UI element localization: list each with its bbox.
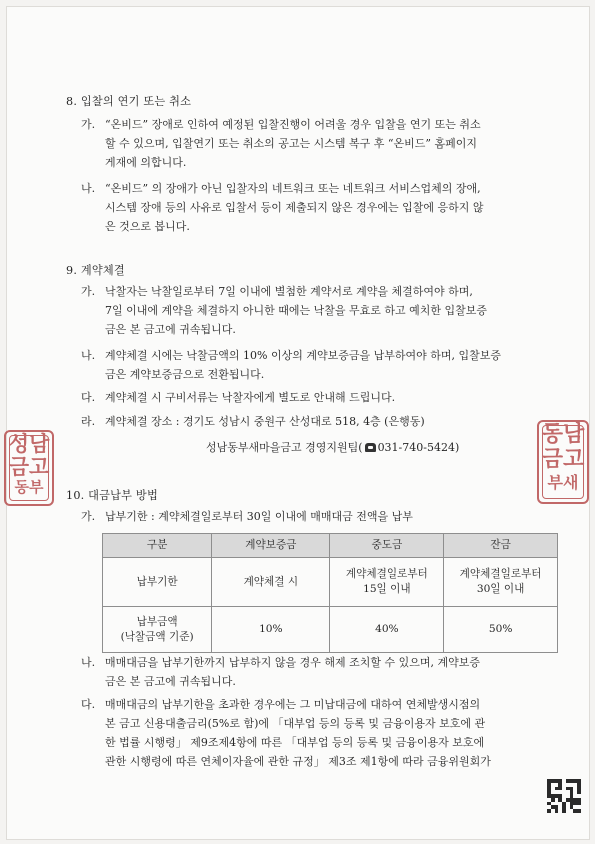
- item-text: 계약체결 장소 : 경기도 성남시 중원구 산성대로 518, 4층 (은행동): [105, 415, 425, 428]
- qr-code: [547, 779, 581, 813]
- table-header-cell: 잔금: [444, 534, 558, 558]
- table-cell: 10%: [212, 607, 330, 653]
- item-marker: 가.: [81, 285, 96, 298]
- table-cell: 40%: [330, 607, 444, 653]
- official-seal-right: 동남 금고 부새: [537, 420, 589, 504]
- item-marker: 가.: [81, 510, 96, 523]
- document-page: [6, 6, 590, 840]
- item-text: “온비드” 장애로 인하여 예정된 입찰진행이 어려울 경우 입찰을 연기 또는 취소 할 수 있으며, 입찰연기 또는 취소의 공고는 시스템 복구 후 “온비드” 홈페이지 게재에 의합니다.: [105, 118, 481, 169]
- phone-icon: [365, 443, 376, 452]
- table-cell: 50%: [444, 607, 558, 653]
- item-marker: 나.: [81, 349, 96, 362]
- contact-phone: 031-740-5424): [377, 441, 460, 454]
- item-marker: 라.: [81, 415, 96, 428]
- table-row: [103, 607, 558, 653]
- table-header-cell: 중도금: [330, 534, 444, 558]
- item-text: “온비드” 의 장애가 아닌 입찰자의 네트워크 또는 네트워크 서비스업체의 장애, 시스템 장애 등의 사유로 입찰서 등이 제출되지 않은 경우에는 입찰에 응하지 않 은 것으로 봅니다.: [105, 182, 484, 233]
- section-10-title: 10. 대금납부 방법: [66, 489, 158, 502]
- table-header-cell: 구분: [103, 534, 212, 558]
- table-cell: 계약체결일로부터 15일 이내: [330, 558, 444, 607]
- item-text: 매매대금을 납부기한까지 납부하지 않을 경우 해제 조치할 수 있으며, 계약보증 금은 본 금고에 귀속됩니다.: [105, 656, 480, 688]
- table-cell: 납부금액 (낙찰금액 기준): [103, 607, 212, 653]
- table-header-row: [103, 534, 558, 558]
- item-marker: 나.: [81, 656, 96, 669]
- payment-schedule-table: [102, 533, 558, 653]
- section-9-title: 9. 계약체결: [66, 264, 125, 277]
- section-8-title: 8. 입찰의 연기 또는 취소: [66, 95, 192, 108]
- item-text: 낙찰자는 낙찰일로부터 7일 이내에 별첨한 계약서로 계약을 체결하여야 하며, 7일 이내에 계약을 체결하지 아니한 때에는 낙찰을 무효로 하고 예치한 입찰보증 금은 본 금고에 귀속됩니다.: [105, 285, 487, 336]
- table-cell: 계약체결일로부터 30일 이내: [444, 558, 558, 607]
- item-text: 계약체결 시에는 낙찰금액의 10% 이상의 계약보증금을 납부하여야 하며, 입찰보증 금은 계약보증금으로 전환됩니다.: [105, 349, 501, 381]
- item-text: 납부기한 : 계약체결일로부터 30일 이내에 매매대금 전액을 납부: [105, 510, 413, 523]
- item-marker: 가.: [81, 118, 96, 131]
- contact-department: 성남동부새마을금고 경영지원팀(: [206, 441, 363, 454]
- item-text: 매매대금의 납부기한을 초과한 경우에는 그 미납대금에 대하여 연체발생시점의 본 금고 신용대출금리(5%로 함)에 「대부업 등의 등록 및 금융이용자 보호에 관 한 법률 시행령」 제9조제4항에 따른 「대부업 등의 등록 및 금융이용자 보호에 관한 시행령에 따른 연체이자율에 관한 규정」 제3조 제1항에 따라 금융위원회가: [105, 698, 491, 768]
- item-marker: 다.: [81, 391, 96, 404]
- table-cell: 납부기한: [103, 558, 212, 607]
- table-cell: 계약체결 시: [212, 558, 330, 607]
- official-seal-left: 성남 금고 동부: [4, 430, 54, 506]
- item-marker: 다.: [81, 698, 96, 711]
- table-row: [103, 558, 558, 607]
- contact-line: [206, 439, 459, 455]
- item-marker: 나.: [81, 182, 96, 195]
- table-header-cell: 계약보증금: [212, 534, 330, 558]
- item-text: 계약체결 시 구비서류는 낙찰자에게 별도로 안내해 드립니다.: [105, 391, 396, 404]
